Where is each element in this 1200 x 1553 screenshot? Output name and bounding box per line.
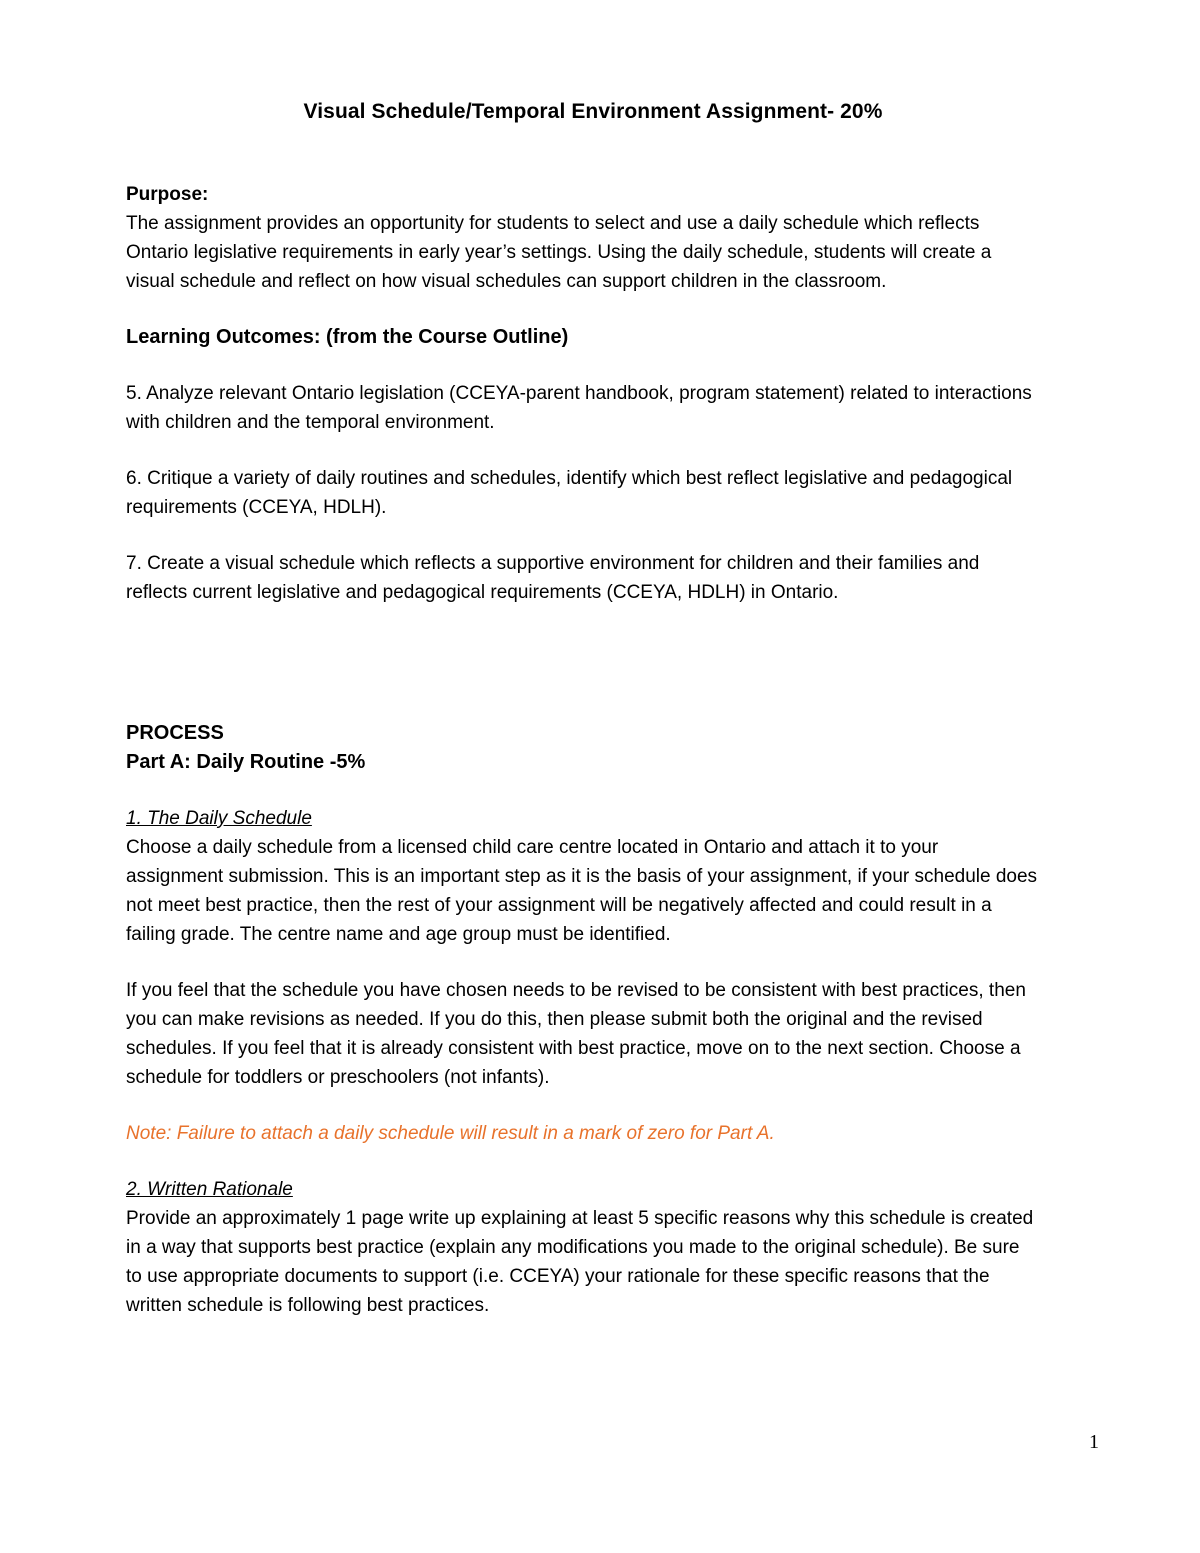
learning-outcomes-heading: Learning Outcomes: (from the Course Outline) [126,326,569,348]
daily-schedule-note: Note: Failure to attach a daily schedule will result in a mark of zero for Part A. [126,1123,775,1144]
written-rationale-subheading: 2. Written Rationale [126,1179,293,1200]
written-rationale-body: Provide an approximately 1 page write up explaining at least 5 specific reasons why this schedule is created in a way that supports best practice (explain any modifications you made to the original schedule). Be sure to use appropriate documents to support (i.e. CCEYA) your rationale for these specific reasons that the written schedule is following best practices. [126,1208,1034,1316]
daily-schedule-para-1: Choose a daily schedule from a licensed child care centre located in Ontario and attach it to your assignment submission. This is an important step as it is the basis of your assignment, if your schedule does not meet best practice, then the rest of your assignment will be negatively affected and could result in a failing grade. The centre name and age group must be identified. [126,837,1038,945]
learning-outcome-5: 5. Analyze relevant Ontario legislation (CCEYA-parent handbook, program statement) related to interactions with children and the temporal environment. [126,383,1032,433]
daily-schedule-para-2: If you feel that the schedule you have chosen needs to be revised to be consistent with best practices, then you can make revisions as needed. If you do this, then please submit both the original and the revised schedules. If you feel that it is already consistent with best practice, move on to the next section. Choose a schedule for toddlers or preschoolers (not infants). [126,980,1026,1088]
process-heading: PROCESS [126,722,224,744]
learning-outcome-6: 6. Critique a variety of daily routines and schedules, identify which best reflect legislative and pedagogical requirements (CCEYA, HDLH). [126,468,1013,518]
process-section [126,719,1040,1320]
purpose-body: The assignment provides an opportunity for students to select and use a daily schedule which reflects Ontario legislative requirements in early year’s settings. Using the daily schedule, students will create a visual schedule and reflect on how visual schedules can support children in the classroom. [126,213,992,292]
page-number: 1 [1089,1431,1099,1453]
part-a-heading: Part A: Daily Routine -5% [126,751,366,773]
document-title: Visual Schedule/Temporal Environment Assignment- 20% [303,100,883,123]
daily-schedule-subheading: 1. The Daily Schedule [126,808,312,829]
purpose-heading: Purpose: [126,184,209,205]
learning-outcomes-section [126,323,1040,607]
purpose-section [126,180,1040,296]
learning-outcome-7: 7. Create a visual schedule which reflects a supportive environment for children and their families and reflects current legislative and pedagogical requirements (CCEYA, HDLH) in Ontario. [126,553,980,603]
